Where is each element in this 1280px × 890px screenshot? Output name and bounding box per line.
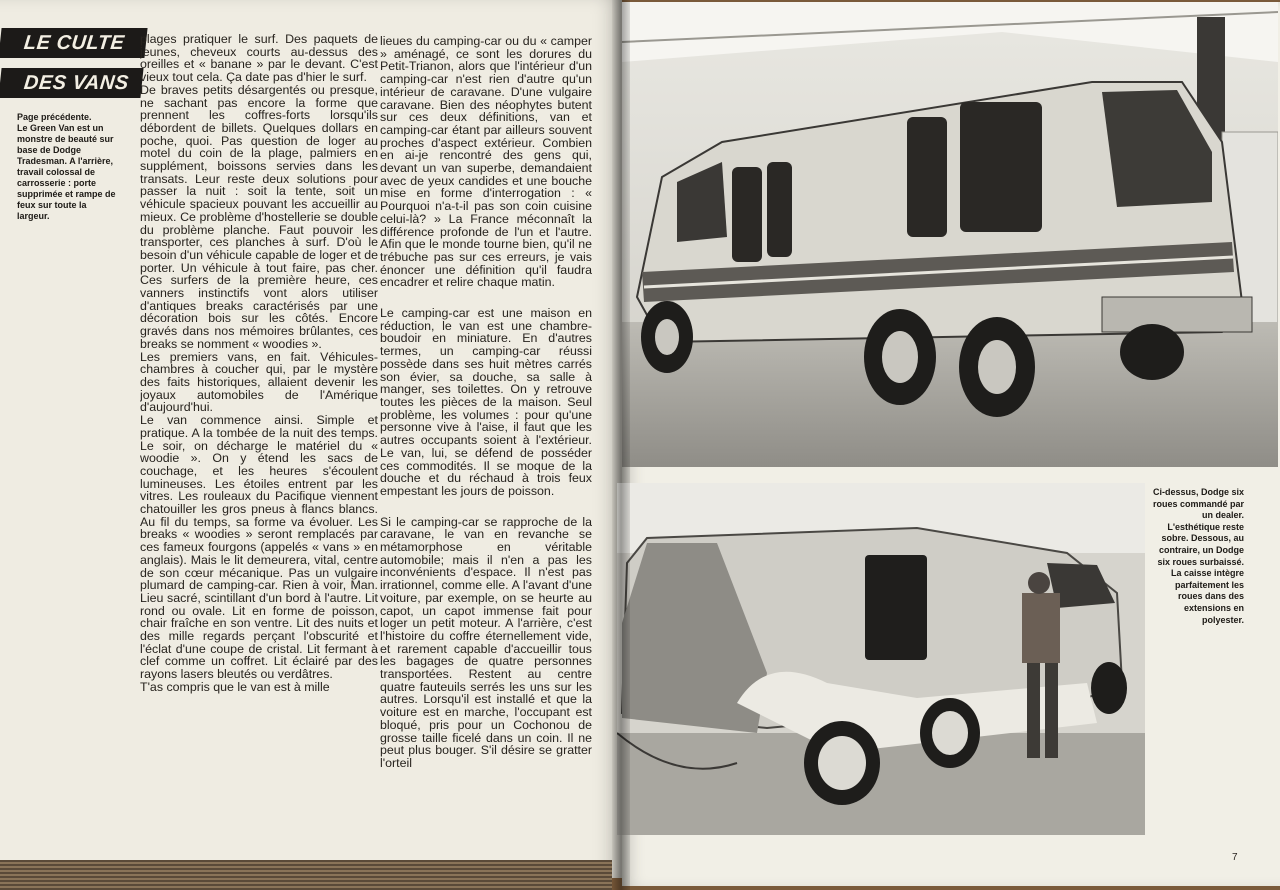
van-photo-illustration bbox=[622, 2, 1278, 467]
title-line-1: LE CULTE bbox=[0, 28, 148, 58]
text-column-2 bbox=[380, 35, 592, 845]
book-spine bbox=[612, 0, 630, 890]
paragraph: Le camping-car est une maison en réduction, le van est une chambre-boudoir en miniature. En d'autres termes, un camping-car réussi possède dans ses huit mètres carrés son évier, sa douche, sa salle à manger, ses toilettes. On y retrouve toutes les pièces de la maison. Seul problème, les volumes : pour qu'une personne vive à l'aise, il faut que les autres occupants soient à l'extérieur. Le van, lui, se défend de posséder ces commodités. Il se moque de la douche et du réchaud à trois feux empestant les jours de poisson. bbox=[380, 306, 592, 498]
paragraph: lieues du camping-car ou du « camper » aménagé, ce sont les dorures du Petit-Trianon, alors que l'intérieur d'un camping-car n'est rien d'autre qu'un intérieur de caravane. D'une vulgaire caravane. Bien des néophytes butent sur ces deux définitions, van et camping-car étant par ailleurs souvent proches d'aspect extérieur. Combien en ai-je rencontré des gens qui, devant un van superbe, demandaient avec de yeux candides et une bouche mise en forme d'interrogation : « Pourquoi n'a-t-il pas son coin cuisine celui-là? » La France méconnaît la différence profonde de l'un et l'autre. Afin que le monde tourne bien, qu'il ne trébuche pas sur ces erreurs, je vais énoncer une définition qu'il faudra encadrer et relire chaque matin. bbox=[380, 35, 592, 290]
title-line-2: DES VANS bbox=[0, 68, 144, 98]
left-caption bbox=[17, 112, 119, 222]
photo-six-wheel-van bbox=[622, 2, 1278, 467]
paragraph: Les premiers vans, en fait. Véhicules-chambres à coucher qui, par le mystère des faits historiques, allaient devenir les joyaux automobiles de l'Amérique d'aujourd'hui. bbox=[140, 349, 378, 415]
paragraph: T'as compris que le van est à mille bbox=[140, 679, 330, 694]
workshop-photo-illustration bbox=[617, 483, 1145, 835]
page-stack-edge bbox=[0, 860, 612, 890]
left-caption-lead: Page précédente. bbox=[17, 112, 92, 122]
page-number: 7 bbox=[1232, 852, 1238, 863]
paragraph: Si le camping-car se rapproche de la caravane, le van en revanche se métamorphose en véritable automobile; mais il n'en a pas les inconvénients d'espace. Il n'est pas irrationnel, comme elle. A l'avant d'une voiture, par exemple, on se heurte au capot, un capot immense fait pour loger un petit moteur. A l'arrière, c'est l'histoire du coffre éternellement vide, et rarement capable d'accueillir tous les bagages de quatre personnes transportées. Restent au centre quatre fauteuils serrés les uns sur les autres. Lorsqu'il est installé et que la voiture est en marche, l'occupant est bloqué, pris pour un Cochonou de grosse taille ficelé dans un coin. Il ne peut plus bouger. S'il désire se gratter l'orteil bbox=[380, 514, 592, 770]
right-caption: Ci-dessus, Dodge six roues commandé par un dealer. L'esthétique reste sobre. Dessous, au contraire, un Dodge six roues surbaissé. La caisse intègre parfaitement les roues dans des extensions en polyester. bbox=[1152, 487, 1244, 625]
photo-lowered-van bbox=[617, 483, 1145, 835]
paragraph: plages pratiquer le surf. Des paquets de jeunes, cheveux courts au-dessus des oreilles et « banane » par le devant. C'est vieux tout cela. Ça date pas d'hier le surf. bbox=[140, 33, 378, 85]
paragraph: Le van commence ainsi. Simple et pratique. A la tombée de la nuit des temps. Le soir, on décharge le matériel du « woodie ». On y étend les sacs de couchage, et les heures s'écoulent lumineuses. Les étoiles entrent par les vitres. Les rouleaux du Pacifique viennent chatouiller les gros pneus à flancs blancs. Au fil du temps, sa forme va évoluer. Les breaks « woodies » seront remplacés par ces fameux fourgons (appelés « vans » en anglais). Mais le lit demeurera, vital, centre de son cœur mécanique. Pas un vulgaire plumard de camping-car. Rien à voir, Man. Lieu sacré, scintillant d'un bord à l'autre. Lit rond ou ovale. Lit en forme de poisson, chair fraîche en son ventre. Lit des nuits et des mille regards perçant l'obscurité et l'éclat d'une coupe de cristal. Lit fermant à clef comme un coffret. Lit éclairé par des rayons lasers bleutés ou verdâtres. bbox=[140, 413, 378, 682]
paragraph: De braves petits désargentés ou presque, ne sachant pas encore la forme que prennent les coffres-forts lorsqu'ils débordent de billets. Quelques dollars en poche, quoi. Pas question de loger au motel du coin de la plage, palmiers en supplément, boissons servies dans les transats. Leur reste deux solutions pour passer la nuit : soit la tente, soit un véhicule spacieux pouvant les accueillir au mieux. Ce problème d'hostellerie se double du problème planche. Faut pouvoir les transporter, ces planches à surf. D'où le besoin d'un véhicule capable de loger et de porter. Un véhicule à tout faire, pas cher. Ces surfers de la première heure, ces vanners instinctifs vont alors utiliser d'antiques breaks caractérisés par une décoration bois sur les côtés. Encore gravés dans nos mémoires brûlantes, ces breaks se nomment « woodies ». bbox=[140, 82, 378, 351]
text-column-1 bbox=[140, 33, 378, 843]
left-caption-text: Le Green Van est un monstre de beauté sur base de Dodge Tradesman. A l'arrière, travail colossal de carrosserie : porte supprimée et rampe de feux sur toute la largeur. bbox=[17, 123, 116, 221]
